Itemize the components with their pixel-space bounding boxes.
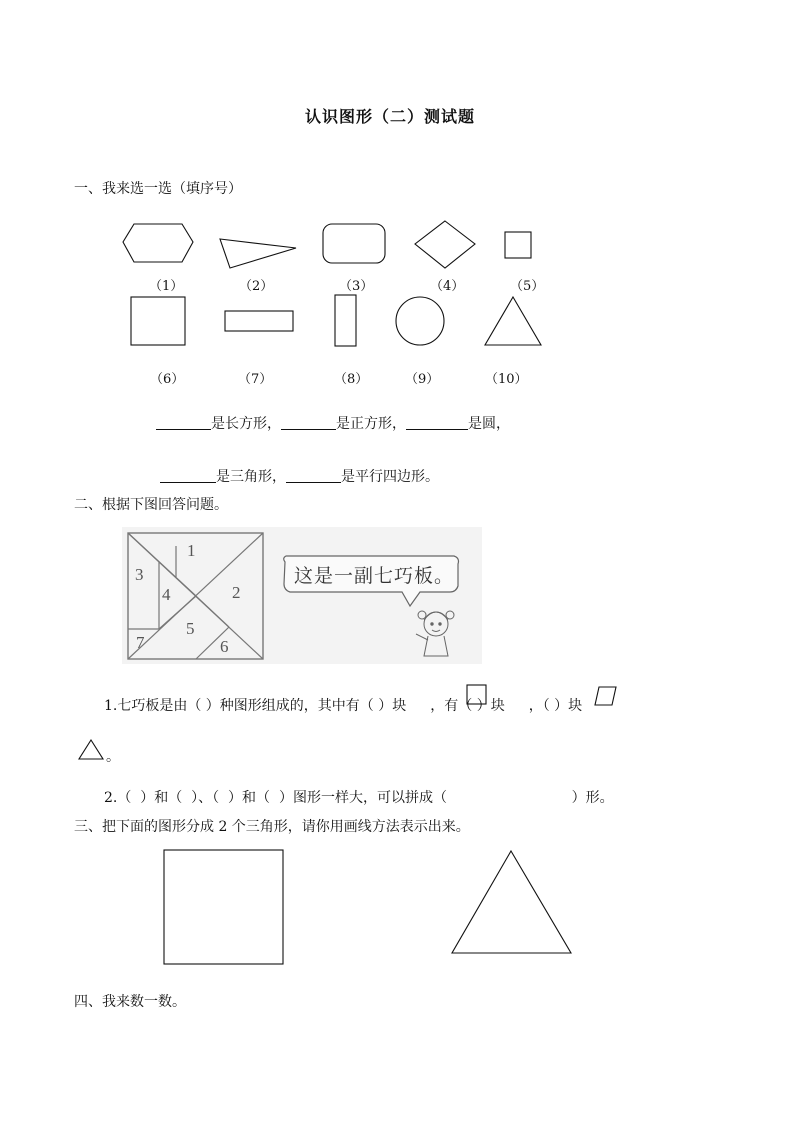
tangram-number-6: 6 xyxy=(220,637,229,656)
shape-label-1: （1） xyxy=(149,279,184,294)
shape-label-9: （9） xyxy=(405,372,440,387)
shape-label-6: （6） xyxy=(150,372,185,387)
section-4-heading: 四、我来数一数。 xyxy=(74,994,186,1010)
tangram-number-3: 3 xyxy=(135,565,144,584)
shape-label-2: （2） xyxy=(239,279,274,294)
shape-label-7: （7） xyxy=(238,372,273,387)
section-3-heading: 三、把下面的图形分成 2 个三角形，请你用画线方法表示出来。 xyxy=(74,819,470,835)
answer-line-2: 是三角形， 是平行四边形。 xyxy=(160,466,439,486)
question-1-end: 。 xyxy=(106,749,120,765)
tangram-number-5: 5 xyxy=(186,619,195,638)
question-1: 1.七巧板是由（ ）种图形组成的，其中有（ ）块 ，有（ ）块 ，（ ）块 xyxy=(104,698,583,714)
shape-label-3: （3） xyxy=(339,279,374,294)
shape-label-8: （8） xyxy=(334,372,369,387)
shape-label-5: （5） xyxy=(510,279,545,294)
page-title: 认识图形（二）测试题 xyxy=(305,107,476,126)
section-2-heading: 二、根据下图回答问题。 xyxy=(74,497,228,513)
large-triangle-shape[interactable] xyxy=(452,851,571,953)
section-1-heading: 一、我来选一选（填序号） xyxy=(74,181,242,197)
speech-bubble-text: 这是一副七巧板。 xyxy=(294,565,455,587)
tangram-number-4: 4 xyxy=(162,585,171,604)
shape-label-4: （4） xyxy=(430,279,465,294)
shape-label-10: （10） xyxy=(485,372,528,387)
question-2: 2.（ ）和（ ）、（ ）和（ ）图形一样大，可以拼成（ ）形。 xyxy=(104,790,614,806)
tangram-number-7: 7 xyxy=(136,633,145,652)
answer-line-1: 是长方形， 是正方形， 是圆， xyxy=(156,413,510,433)
tangram-number-2: 2 xyxy=(232,583,241,602)
tangram-number-1: 1 xyxy=(187,541,196,560)
large-square-shape[interactable] xyxy=(164,850,283,964)
